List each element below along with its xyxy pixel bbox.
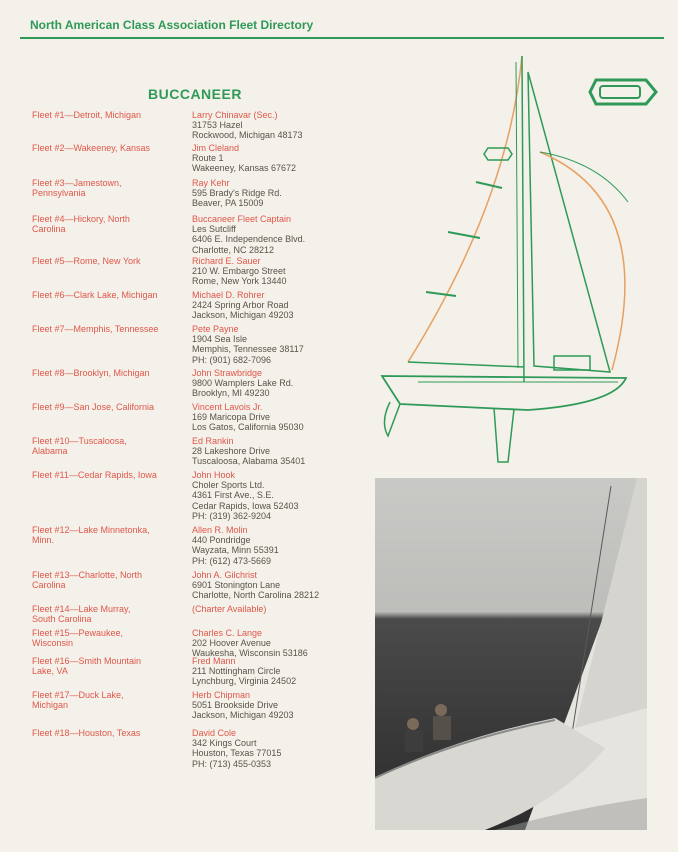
contact-name: Buccaneer Fleet Captain: [192, 214, 292, 224]
contact-address-line: Waukesha, Wisconsin 53186: [192, 648, 308, 659]
fleet-name: [32, 290, 192, 321]
fleet-contact: [192, 570, 372, 601]
fleet-name-line: Fleet #12—Lake Minnetonka,: [32, 525, 150, 535]
fleet-name-line: Fleet #17—Duck Lake,: [32, 690, 124, 700]
contact-address-line: Beaver, PA 15009: [192, 198, 264, 209]
fleet-entry: [32, 470, 372, 521]
fleet-contact: [192, 143, 372, 174]
contact-name: John A. Gilchrist: [192, 570, 258, 580]
contact-address-line: 210 W. Embargo Street: [192, 266, 286, 277]
fleet-name-line: Carolina: [32, 580, 66, 591]
contact-address-line: Les Sutcliff: [192, 224, 236, 235]
fleet-name: [32, 525, 192, 566]
fleet-entry: [32, 728, 372, 769]
fleet-contact: [192, 470, 372, 521]
contact-address-line: Rockwood, Michigan 48173: [192, 130, 303, 141]
fleet-name: [32, 143, 192, 174]
sailing-photo: [375, 478, 647, 830]
fleet-name-line: Fleet #5—Rome, New York: [32, 256, 141, 266]
contact-address-line: Lynchburg, Virginia 24502: [192, 676, 297, 687]
contact-address-line: Charlotte, North Carolina 28212: [192, 590, 320, 601]
contact-name: Larry Chinavar (Sec.): [192, 110, 278, 120]
fleet-name: [32, 178, 192, 209]
fleet-entry: [32, 525, 372, 566]
fleet-name-line: South Carolina: [32, 614, 92, 625]
fleet-contact: [192, 178, 372, 209]
fleet-entry: [32, 214, 372, 255]
contact-name: Ed Rankin: [192, 436, 234, 446]
fleet-name-line: Fleet #4—Hickory, North: [32, 214, 130, 224]
fleet-name-line: Fleet #3—Jamestown,: [32, 178, 122, 188]
fleet-name: [32, 436, 192, 467]
fleet-name-line: Fleet #9—San Jose, California: [32, 402, 155, 412]
contact-name: Jim Cleland: [192, 143, 240, 153]
fleet-name-line: Fleet #2—Wakeeney, Kansas: [32, 143, 151, 153]
contact-address-line: PH: (612) 473-5669: [192, 555, 272, 566]
fleet-name-line: Fleet #6—Clark Lake, Michigan: [32, 290, 158, 300]
sailboat-photo-icon: [375, 478, 647, 830]
fleet-name: [32, 604, 192, 624]
contact-address-line: Houston, Texas 77015: [192, 748, 282, 759]
fleet-entry: [32, 110, 372, 141]
contact-address-line: 2424 Spring Arbor Road: [192, 300, 289, 311]
page-header: North American Class Association Fleet Directory: [30, 18, 314, 32]
contact-name: (Charter Available): [192, 604, 267, 614]
fleet-name: [32, 728, 192, 769]
contact-address-line: Tuscaloosa, Alabama 35401: [192, 456, 306, 467]
fleet-name: [32, 324, 192, 365]
fleet-name: [32, 402, 192, 433]
contact-name: Fred Mann: [192, 656, 236, 666]
header-rule: [20, 37, 664, 39]
fleet-name-line: Fleet #10—Tuscaloosa,: [32, 436, 127, 446]
contact-address-line: Brooklyn, MI 49230: [192, 388, 270, 399]
contact-address-line: Wakeeney, Kansas 67672: [192, 163, 297, 174]
sailboat-line-drawing-icon: [378, 52, 650, 472]
fleet-name-line: Minn.: [32, 535, 55, 546]
fleet-entry: [32, 290, 372, 321]
fleet-name: [32, 368, 192, 399]
fleet-name-line: Fleet #16—Smith Mountain: [32, 656, 142, 666]
fleet-contact: [192, 690, 372, 721]
fleet-contact: [192, 728, 372, 769]
contact-name: David Cole: [192, 728, 237, 738]
fleet-name-line: Wisconsin: [32, 638, 74, 649]
contact-name: Charles C. Lange: [192, 628, 263, 638]
contact-address-line: Charlotte, NC 28212: [192, 244, 275, 255]
contact-address-line: 5051 Brookside Drive: [192, 700, 279, 711]
contact-address-line: 28 Lakeshore Drive: [192, 446, 271, 457]
contact-name: Ray Kehr: [192, 178, 230, 188]
fleet-entry: [32, 656, 372, 687]
fleet-name-line: Pennsylvania: [32, 188, 86, 199]
fleet-name-line: Michigan: [32, 700, 69, 711]
contact-address-line: 1904 Sea Isle: [192, 334, 248, 345]
fleet-name-line: Fleet #14—Lake Murray,: [32, 604, 131, 614]
fleet-name-line: Carolina: [32, 224, 66, 235]
fleet-contact: [192, 604, 372, 624]
fleet-entry: [32, 402, 372, 433]
fleet-name-line: Fleet #7—Memphis, Tennessee: [32, 324, 159, 334]
fleet-name-line: Fleet #18—Houston, Texas: [32, 728, 141, 738]
fleet-contact: [192, 628, 372, 659]
fleet-contact: [192, 402, 372, 433]
fleet-entry: [32, 256, 372, 287]
fleet-name-line: Alabama: [32, 446, 68, 457]
fleet-name: [32, 656, 192, 687]
fleet-entry: [32, 570, 372, 601]
contact-name: Michael D. Rohrer: [192, 290, 265, 300]
contact-address-line: Choler Sports Ltd.: [192, 480, 265, 491]
fleet-name-line: Fleet #8—Brooklyn, Michigan: [32, 368, 150, 378]
contact-address-line: 211 Nottingham Circle: [192, 666, 281, 677]
contact-address-line: Wayzata, Minn 55391: [192, 545, 279, 556]
fleet-contact: [192, 324, 372, 365]
contact-address-line: 9800 Wamplers Lake Rd.: [192, 378, 294, 389]
fleet-name: [32, 214, 192, 255]
contact-address-line: PH: (713) 455-0353: [192, 758, 272, 769]
fleet-name: [32, 256, 192, 287]
contact-address-line: Memphis, Tennessee 38117: [192, 344, 304, 355]
fleet-contact: [192, 436, 372, 467]
contact-name: John Hook: [192, 470, 236, 480]
contact-name: Vincent Lavois Jr.: [192, 402, 263, 412]
fleet-entry: [32, 143, 372, 174]
fleet-contact: [192, 368, 372, 399]
fleet-name: [32, 570, 192, 601]
fleet-name: [32, 110, 192, 141]
contact-address-line: Los Gatos, California 95030: [192, 422, 304, 433]
fleet-entry: [32, 436, 372, 467]
contact-address-line: 4361 First Ave., S.E.: [192, 490, 274, 501]
fleet-name: [32, 690, 192, 721]
fleet-name-line: Fleet #11—Cedar Rapids, Iowa: [32, 470, 157, 480]
fleet-name-line: Fleet #13—Charlotte, North: [32, 570, 143, 580]
contact-address-line: 440 Pondridge: [192, 535, 251, 546]
contact-address-line: Cedar Rapids, Iowa 52403: [192, 500, 299, 511]
contact-address-line: Rome, New York 13440: [192, 276, 287, 287]
contact-address-line: 342 Kings Court: [192, 738, 257, 749]
fleet-contact: [192, 656, 372, 687]
fleet-entry: [32, 690, 372, 721]
contact-address-line: 202 Hoover Avenue: [192, 638, 271, 649]
fleet-entry: [32, 368, 372, 399]
fleet-contact: [192, 110, 372, 141]
fleet-contact: [192, 256, 372, 287]
fleet-name-line: Fleet #1—Detroit, Michigan: [32, 110, 142, 120]
fleet-contact: [192, 214, 372, 255]
fleet-entry: [32, 178, 372, 209]
contact-name: Richard E. Sauer: [192, 256, 261, 266]
contact-address-line: 31753 Hazel: [192, 120, 243, 131]
contact-address-line: 6406 E. Independence Blvd.: [192, 234, 306, 245]
fleet-entry: [32, 604, 372, 624]
contact-address-line: 6901 Stonington Lane: [192, 580, 281, 591]
contact-address-line: PH: (319) 362-9204: [192, 510, 272, 521]
fleet-name: [32, 470, 192, 521]
fleet-name: [32, 628, 192, 659]
fleet-name-line: Lake, VA: [32, 666, 68, 677]
class-title: BUCCANEER: [148, 86, 242, 102]
fleet-contact: [192, 525, 372, 566]
contact-name: Pete Payne: [192, 324, 239, 334]
contact-address-line: Jackson, Michigan 49203: [192, 710, 294, 721]
fleet-contact: [192, 290, 372, 321]
fleet-entry: [32, 324, 372, 365]
fleet-entry: [32, 628, 372, 659]
contact-name: John Strawbridge: [192, 368, 263, 378]
contact-name: Allen R. Molin: [192, 525, 248, 535]
contact-address-line: Route 1: [192, 153, 224, 164]
contact-address-line: 169 Maricopa Drive: [192, 412, 271, 423]
contact-address-line: Jackson, Michigan 49203: [192, 310, 294, 321]
contact-address-line: 595 Brady's Ridge Rd.: [192, 188, 282, 199]
fleet-name-line: Fleet #15—Pewaukee,: [32, 628, 124, 638]
contact-name: Herb Chipman: [192, 690, 251, 700]
contact-address-line: PH: (901) 682-7096: [192, 354, 272, 365]
